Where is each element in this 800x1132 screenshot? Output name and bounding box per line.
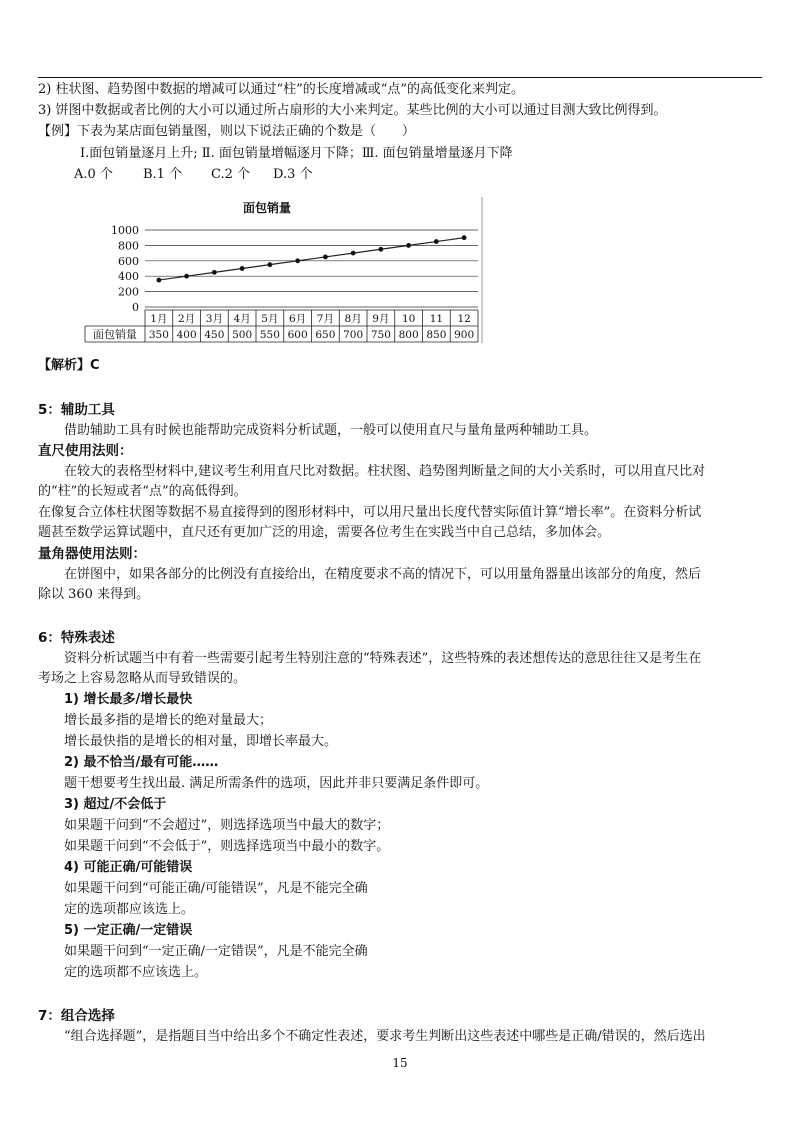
header-rule xyxy=(38,77,762,78)
section-7-title: 7：组合选择 xyxy=(38,1008,115,1024)
category-label-6: 6月 xyxy=(289,313,307,325)
special-term-2-line-1: 题干想要考生找出最. 满足所需条件的选项，因此并非只要满足条件即可。 xyxy=(64,776,489,791)
special-term-1-line-2: 增长最快指的是增长的相对量，即增长率最大。 xyxy=(64,734,338,749)
category-label-12: 12 xyxy=(457,313,471,325)
series-line-bread-sales xyxy=(159,238,464,280)
data-point-2 xyxy=(184,274,189,279)
special-term-2-title: 2) 最不恰当/最有可能…… xyxy=(64,755,219,770)
table-value-5: 550 xyxy=(259,329,280,341)
protractor-paragraph-line-1: 在饼图中，如果各部分的比例没有直接给出，在精度要求不高的情况下，可以用量角器量出该部分的角度，然后 xyxy=(64,567,702,582)
special-term-1-title: 1) 增长最多/增长最快 xyxy=(64,692,193,707)
option-a: A.0 个 xyxy=(74,167,113,182)
page-number: 15 xyxy=(392,1056,408,1070)
data-point-11 xyxy=(434,239,439,244)
table-value-7: 650 xyxy=(315,329,336,341)
category-label-7: 7月 xyxy=(316,313,334,325)
table-row-label: 面包销量 xyxy=(93,328,137,341)
protractor-rule-title: 量角器使用法则： xyxy=(38,546,146,562)
ruler-paragraph-2-line-2: 题甚至数学运算试题中，直尺还有更加广泛的用途，需要各位考生在实践当中自己总结，多加体会。 xyxy=(38,525,611,540)
section-5-title: 5：辅助工具 xyxy=(38,402,115,418)
table-value-11: 850 xyxy=(426,329,447,341)
y-tick-400: 400 xyxy=(118,270,139,284)
data-point-12 xyxy=(462,235,467,240)
category-label-9: 9月 xyxy=(372,313,390,325)
ruler-rule-title: 直尺使用法则： xyxy=(38,443,133,459)
rule-2-text: 2) 柱状图、趋势图中数据的增减可以通过“柱”的长度增减或“点”的高低变化来判定。 xyxy=(38,82,525,97)
data-point-8 xyxy=(351,251,356,256)
category-label-8: 8月 xyxy=(344,313,362,325)
data-point-3 xyxy=(212,270,217,275)
table-value-4: 500 xyxy=(232,329,253,341)
table-value-1: 350 xyxy=(148,329,169,341)
data-point-4 xyxy=(240,266,245,271)
table-value-8: 700 xyxy=(343,329,364,341)
special-term-4-line-1: 如果题干问到“可能正确/可能错误”，凡是不能完全确 xyxy=(64,881,368,896)
section-5-paragraph: 借助辅助工具有时候也能帮助完成资料分析试题，一般可以使用直尺与量角量两种辅助工具。 xyxy=(64,423,598,438)
section-6-paragraph-line-2: 考场之上容易忽略从而导致错误的。 xyxy=(38,671,247,686)
special-term-5-line-2: 定的选项都不应该选上。 xyxy=(64,965,208,980)
bread-sales-chart xyxy=(80,195,490,345)
category-label-1: 1月 xyxy=(150,313,168,325)
option-d: D.3 个 xyxy=(273,167,313,182)
protractor-paragraph-line-2: 除以 360 来得到。 xyxy=(38,587,150,602)
data-point-6 xyxy=(295,258,300,263)
chart-y-ticks xyxy=(111,224,139,314)
example-question: 【例】下表为某店面包销量图，则以下说法正确的个数是（ ） xyxy=(38,124,416,139)
table-value-3: 450 xyxy=(204,329,225,341)
ruler-paragraph-1-line-1: 在较大的表格型材料中,建议考生利用直尺比对数据。柱状图、趋势图判断量之间的大小关系时，可以用直尺比对 xyxy=(64,464,706,479)
table-value-9: 750 xyxy=(370,329,391,341)
y-tick-600: 600 xyxy=(118,254,139,268)
special-term-5-line-1: 如果题干问到“一定正确/一定错误”，凡是不能完全确 xyxy=(64,944,368,959)
chart-data-table xyxy=(85,310,478,342)
section-6-title: 6：特殊表述 xyxy=(38,630,115,646)
table-value-10: 800 xyxy=(398,329,419,341)
table-value-12: 900 xyxy=(454,329,475,341)
data-point-10 xyxy=(406,243,411,248)
special-term-3-title: 3) 超过/不会低于 xyxy=(64,797,167,812)
y-tick-0: 0 xyxy=(132,301,139,314)
y-tick-800: 800 xyxy=(118,239,139,253)
special-term-5-title: 5) 一定正确/一定错误 xyxy=(64,923,193,938)
table-value-2: 400 xyxy=(176,329,197,341)
option-b: B.1 个 xyxy=(143,167,183,182)
special-term-4-line-2: 定的选项都应该选上。 xyxy=(64,902,195,917)
y-tick-200: 200 xyxy=(118,285,139,299)
special-term-3-line-1: 如果题干问到“不会超过”，则选择选项当中最大的数字； xyxy=(64,818,390,833)
data-point-5 xyxy=(267,262,272,267)
special-term-3-line-2: 如果题干问到“不会低于”，则选择选项当中最小的数字。 xyxy=(64,839,390,854)
category-label-11: 11 xyxy=(429,313,444,325)
special-term-1-line-1: 增长最多指的是增长的绝对量最大； xyxy=(64,713,273,728)
category-label-3: 3月 xyxy=(205,313,223,325)
section-6-paragraph-line-1: 资料分析试题当中有着一些需要引起考生特别注意的“特殊表述”，这些特殊的表述想传达的意思往往又是考生在 xyxy=(64,651,702,666)
table-value-6: 600 xyxy=(287,329,308,341)
ruler-paragraph-1-line-2: 的“柱”的长短或者“点”的高低得到。 xyxy=(38,484,247,499)
y-tick-1000: 1000 xyxy=(111,224,139,237)
answer-label: 【解析】C xyxy=(38,358,100,373)
category-label-10: 10 xyxy=(401,313,416,325)
option-c: C.2 个 xyxy=(211,167,251,182)
chart-gridlines xyxy=(145,230,478,307)
category-label-4: 4月 xyxy=(233,313,251,325)
rule-3-text: 3) 饼图中数据或者比例的大小可以通过所占扇形的大小来判定。某些比例的大小可以通过目测大致比例得到。 xyxy=(38,103,667,118)
special-term-4-title: 4) 可能正确/可能错误 xyxy=(64,860,193,875)
ruler-paragraph-2-line-1: 在像复合立体柱状图等数据不易直接得到的图形材料中，可以用尺量出长度代替实际值计算“增长率”。在资料分析试 xyxy=(38,505,702,520)
data-point-7 xyxy=(323,255,328,260)
chart-title: 面包销量 xyxy=(242,201,292,215)
data-point-9 xyxy=(378,247,383,252)
category-label-5: 5月 xyxy=(261,313,279,325)
example-statements: Ⅰ.面包销量逐月上升; Ⅱ. 面包销量增幅逐月下降；Ⅲ. 面包销量增量逐月下降 xyxy=(80,146,513,161)
data-point-1 xyxy=(156,278,161,283)
section-7-paragraph: “组合选择题”，是指题目当中给出多个不确定性表述，要求考生判断出这些表述中哪些是正确/错误的，然后选出 xyxy=(64,1029,706,1044)
category-label-2: 2月 xyxy=(178,313,196,325)
